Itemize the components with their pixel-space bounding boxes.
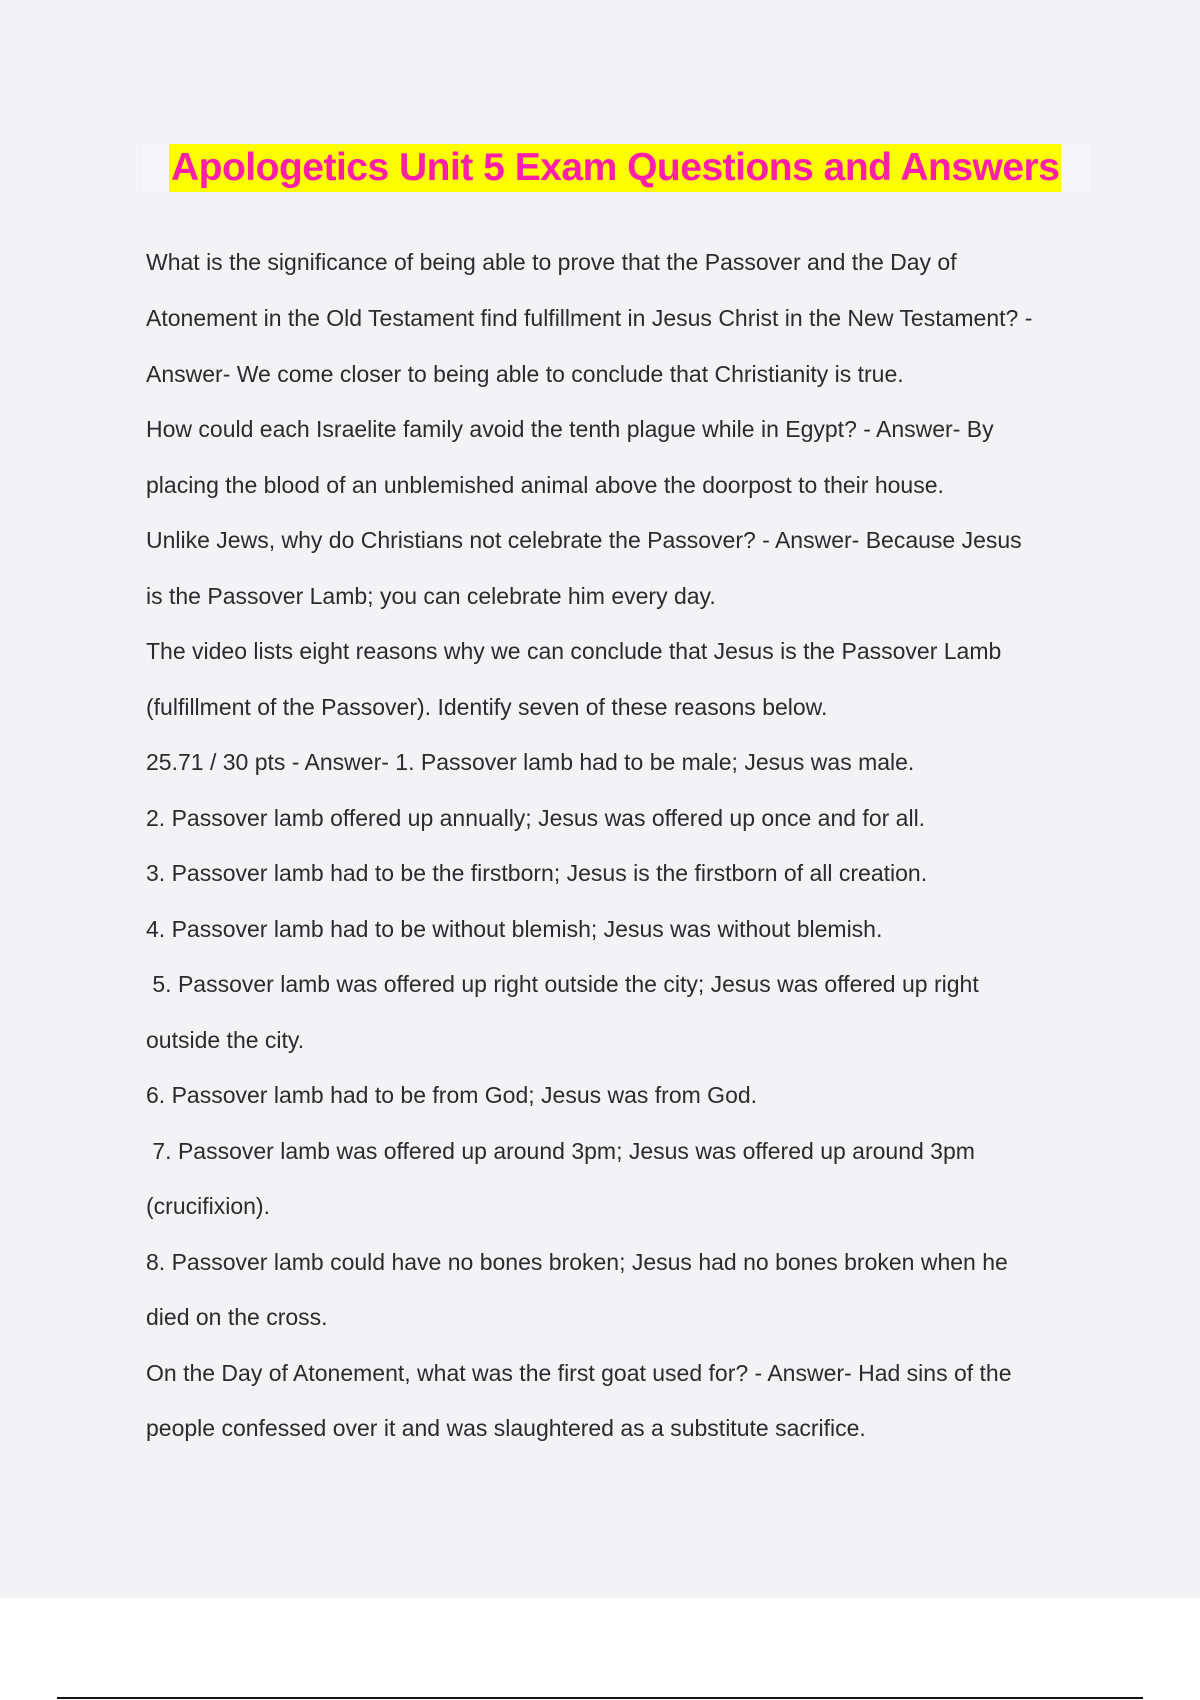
text-line: What is the significance of being able to prove that the Passover and the Day of <box>146 249 957 275</box>
text-line: 8. Passover lamb could have no bones broken; Jesus had no bones broken when he <box>146 1249 1008 1275</box>
text-line: people confessed over it and was slaughtered as a substitute sacrifice. <box>146 1415 866 1441</box>
text-line: 4. Passover lamb had to be without blemish; Jesus was without blemish. <box>146 916 883 942</box>
text-line: 2. Passover lamb offered up annually; Jesus was offered up once and for all. <box>146 805 926 831</box>
text-line: Answer- We come closer to being able to conclude that Christianity is true. <box>146 361 904 387</box>
text-line: 25.71 / 30 pts - Answer- 1. Passover lamb had to be male; Jesus was male. <box>146 749 915 775</box>
text-line: Atonement in the Old Testament find fulfillment in Jesus Christ in the New Testament? - <box>146 305 1033 331</box>
text-line: 6. Passover lamb had to be from God; Jesus was from God. <box>146 1082 758 1108</box>
text-line: Unlike Jews, why do Christians not celebrate the Passover? - Answer- Because Jesus <box>146 527 1022 553</box>
text-line: How could each Israelite family avoid the tenth plague while in Egypt? - Answer- By <box>146 416 994 442</box>
document-title: Apologetics Unit 5 Exam Questions and Answers <box>169 144 1061 192</box>
document-body <box>146 238 1106 1460</box>
text-line: placing the blood of an unblemished animal above the doorpost to their house. <box>146 472 944 498</box>
text-line: (fulfillment of the Passover). Identify seven of these reasons below. <box>146 694 828 720</box>
text-line: (crucifixion). <box>146 1193 270 1219</box>
text-line: 3. Passover lamb had to be the firstborn; Jesus is the firstborn of all creation. <box>146 860 928 886</box>
text-line: The video lists eight reasons why we can conclude that Jesus is the Passover Lamb <box>146 638 1002 664</box>
page-bottom-rule <box>57 1697 1143 1699</box>
text-line: 7. Passover lamb was offered up around 3pm; Jesus was offered up around 3pm <box>146 1138 975 1164</box>
text-line: On the Day of Atonement, what was the first goat used for? - Answer- Had sins of the <box>146 1360 1012 1386</box>
text-line: 5. Passover lamb was offered up right outside the city; Jesus was offered up right <box>146 971 979 997</box>
text-line: is the Passover Lamb; you can celebrate him every day. <box>146 583 716 609</box>
text-line: outside the city. <box>146 1027 305 1053</box>
text-line: died on the cross. <box>146 1304 328 1330</box>
